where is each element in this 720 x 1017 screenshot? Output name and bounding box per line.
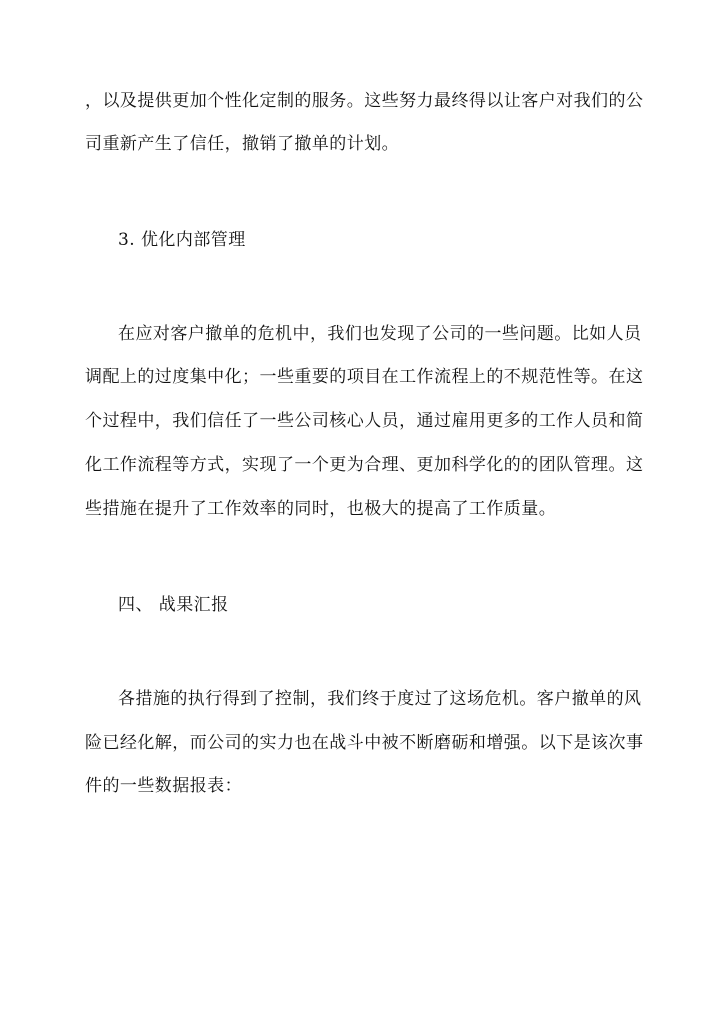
paragraph-2-line-4: 化工作流程等方式，实现了一个更为合理、更加科学化的的团队管理。这 xyxy=(85,455,644,475)
paragraph-2-line-2: 调配上的过度集中化；一些重要的项目在工作流程上的不规范性等。在这 xyxy=(85,367,644,387)
paragraph-2-line-1: 在应对客户撤单的危机中，我们也发现了公司的一些问题。比如人员 xyxy=(118,324,642,344)
paragraph-3-line-2: 险已经化解，而公司的实力也在战斗中被不断磨砺和增强。以下是该次事 xyxy=(85,733,644,753)
paragraph-3-line-3: 件的一些数据报表： xyxy=(85,776,243,796)
section-heading-4: 四、 战果汇报 xyxy=(118,595,229,615)
paragraph-1-line-1: ，以及提供更加个性化定制的服务。这些努力最终得以让客户对我们的公 xyxy=(85,91,644,111)
paragraph-3-line-1: 各措施的执行得到了控制，我们终于度过了这场危机。客户撤单的风 xyxy=(118,689,642,709)
paragraph-1-line-2: 司重新产生了信任，撤销了撤单的计划。 xyxy=(85,134,400,154)
paragraph-2-line-3: 个过程中，我们信任了一些公司核心人员，通过雇用更多的工作人员和简 xyxy=(85,411,644,431)
paragraph-2-line-5: 些措施在提升了工作效率的同时，也极大的提高了工作质量。 xyxy=(85,499,557,519)
section-heading-3: 3. 优化内部管理 xyxy=(118,230,246,250)
